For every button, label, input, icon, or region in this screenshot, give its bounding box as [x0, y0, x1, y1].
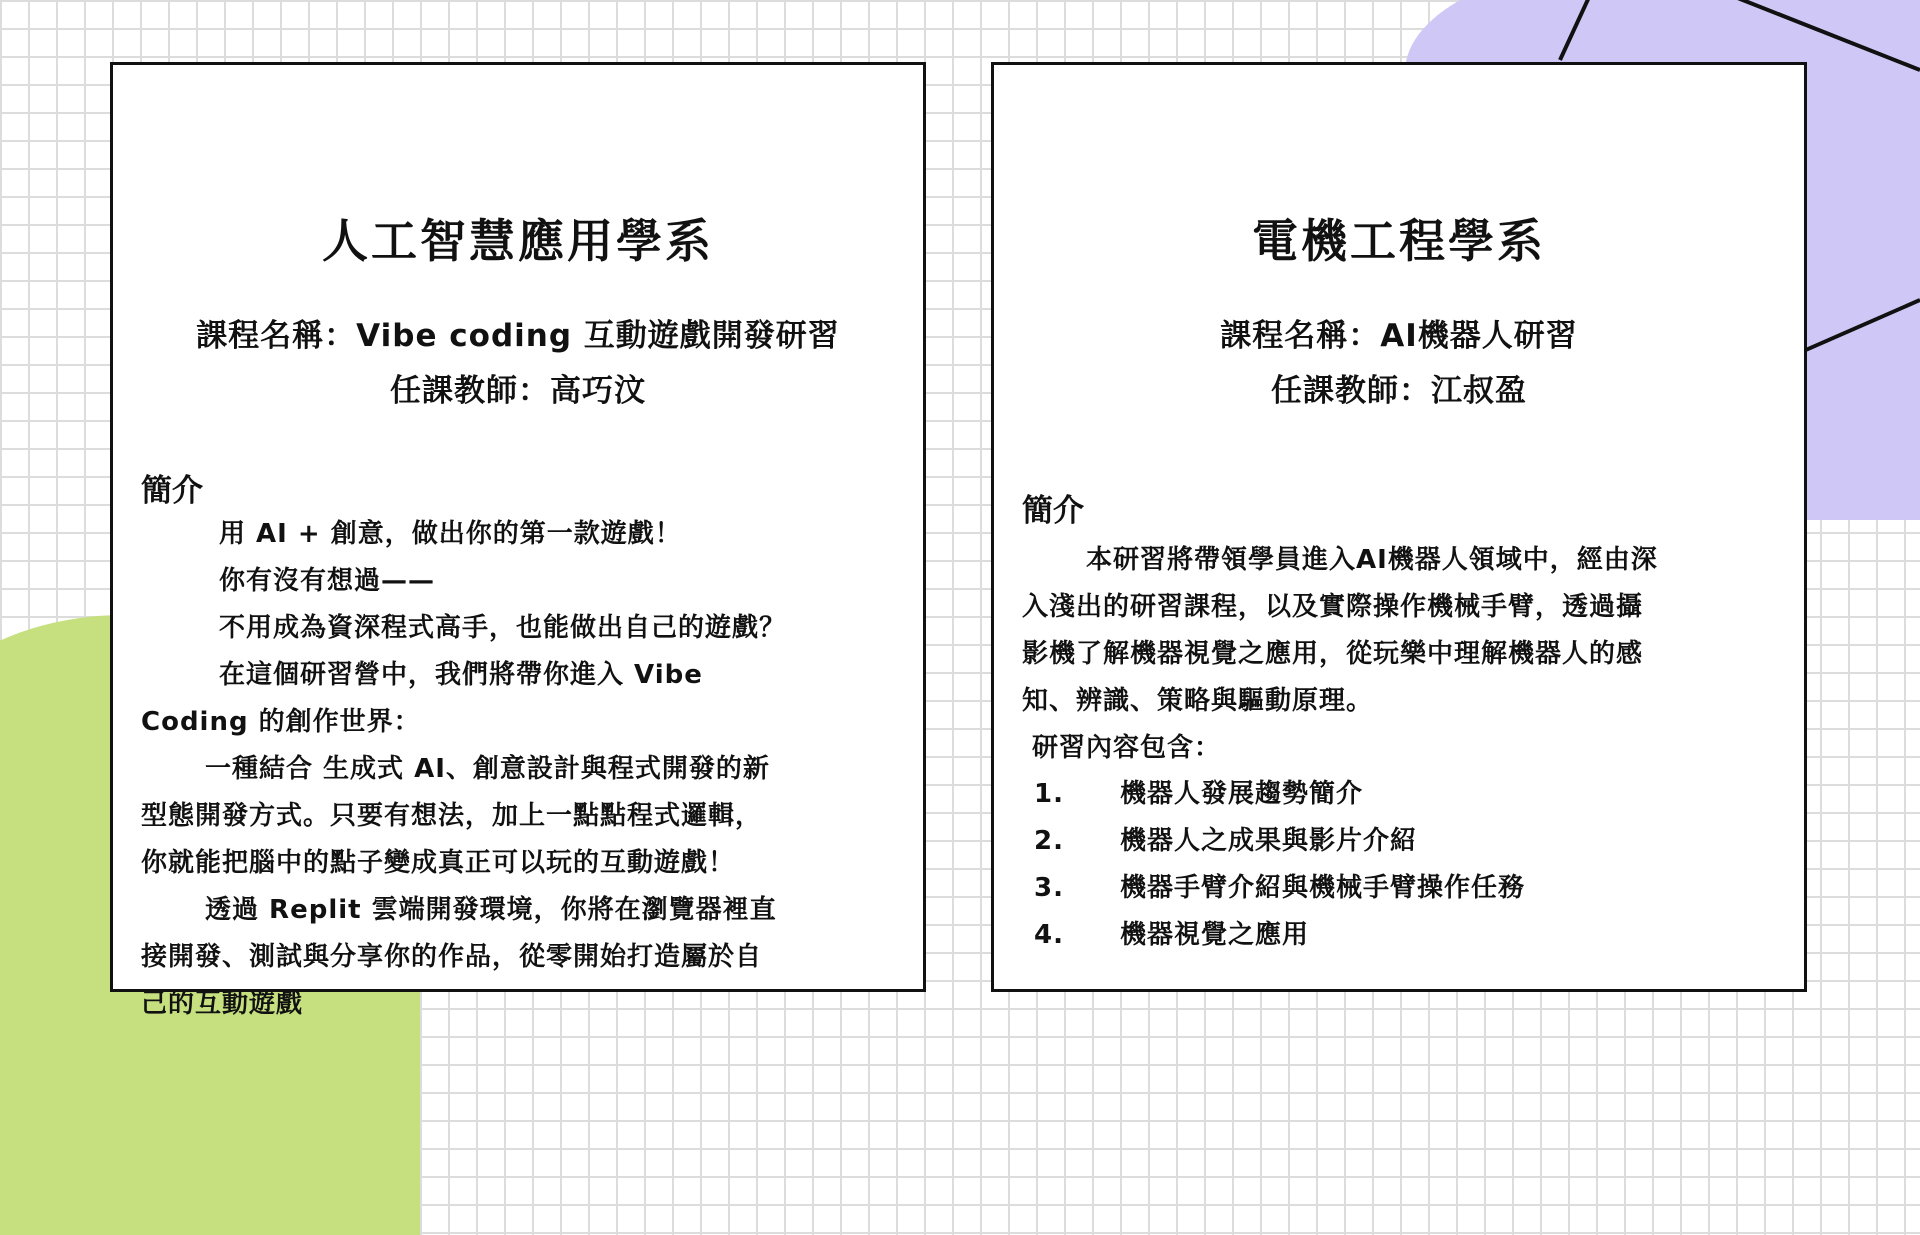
list-number: 1.: [1034, 779, 1064, 809]
intro-line: 不用成為資深程式高手，也能做出自己的遊戲？: [219, 613, 787, 643]
list-number: 3.: [1034, 873, 1064, 903]
list-number: 4.: [1034, 920, 1064, 950]
course-name: 課程名稱：AI機器人研習: [1220, 318, 1578, 354]
intro-line: 己的互動遊戲: [141, 989, 304, 1019]
intro-line: Coding 的創作世界：: [141, 707, 421, 737]
list-item: [1034, 771, 1525, 818]
intro-body: [141, 511, 911, 1028]
list-text: 機器手臂介紹與機械手臂操作任務: [1120, 873, 1526, 903]
teacher-name: 任課教師：江叔盈: [1271, 373, 1527, 409]
intro-heading: 簡介: [141, 473, 203, 509]
intro-heading: 簡介: [1022, 493, 1084, 529]
intro-line: 你就能把腦中的點子變成真正可以玩的互動遊戲！: [141, 848, 736, 878]
course-card-ai: [110, 62, 926, 1019]
contents-list: [1034, 771, 1525, 959]
intro-line: 用 AI + 創意，做出你的第一款遊戲！: [219, 519, 682, 549]
list-text: 機器視覺之應用: [1120, 920, 1310, 950]
intro-line: 型態開發方式。只要有想法，加上一點點程式邏輯，: [141, 801, 763, 831]
list-item: [1034, 818, 1525, 865]
intro-line: 本研習將帶領學員進入AI機器人領域中，經由深: [1086, 545, 1658, 575]
department-title: 電機工程學系: [1252, 214, 1546, 268]
list-text: 機器人發展趨勢簡介: [1120, 779, 1364, 809]
intro-line: 一種結合 生成式 AI、創意設計與程式開發的新: [205, 754, 770, 784]
intro-line: 你有沒有想過——: [219, 566, 436, 596]
course-card-ee: [991, 62, 1807, 992]
intro-line: 影機了解機器視覺之應用，從玩樂中理解機器人的感: [1022, 639, 1644, 669]
course-name: 課程名稱：Vibe coding 互動遊戲開發研習: [196, 318, 840, 354]
list-text: 機器人之成果與影片介紹: [1120, 826, 1418, 856]
intro-line: 透過 Replit 雲端開發環境，你將在瀏覽器裡直: [205, 895, 777, 925]
intro-line: 入淺出的研習課程，以及實際操作機械手臂，透過攝: [1022, 592, 1644, 622]
intro-line: 接開發、測試與分享你的作品，從零開始打造屬於自: [141, 942, 763, 972]
teacher-name: 任課教師：高巧汶: [390, 373, 646, 409]
department-title: 人工智慧應用學系: [322, 214, 714, 268]
intro-body: [1022, 537, 1792, 772]
intro-line: 在這個研習營中，我們將帶你進入 Vibe: [219, 660, 703, 690]
list-item: [1034, 912, 1525, 959]
list-item: [1034, 865, 1525, 912]
intro-line: 知、辨識、策略與驅動原理。: [1022, 686, 1374, 716]
contents-heading: 研習內容包含：: [1032, 733, 1222, 763]
list-number: 2.: [1034, 826, 1064, 856]
